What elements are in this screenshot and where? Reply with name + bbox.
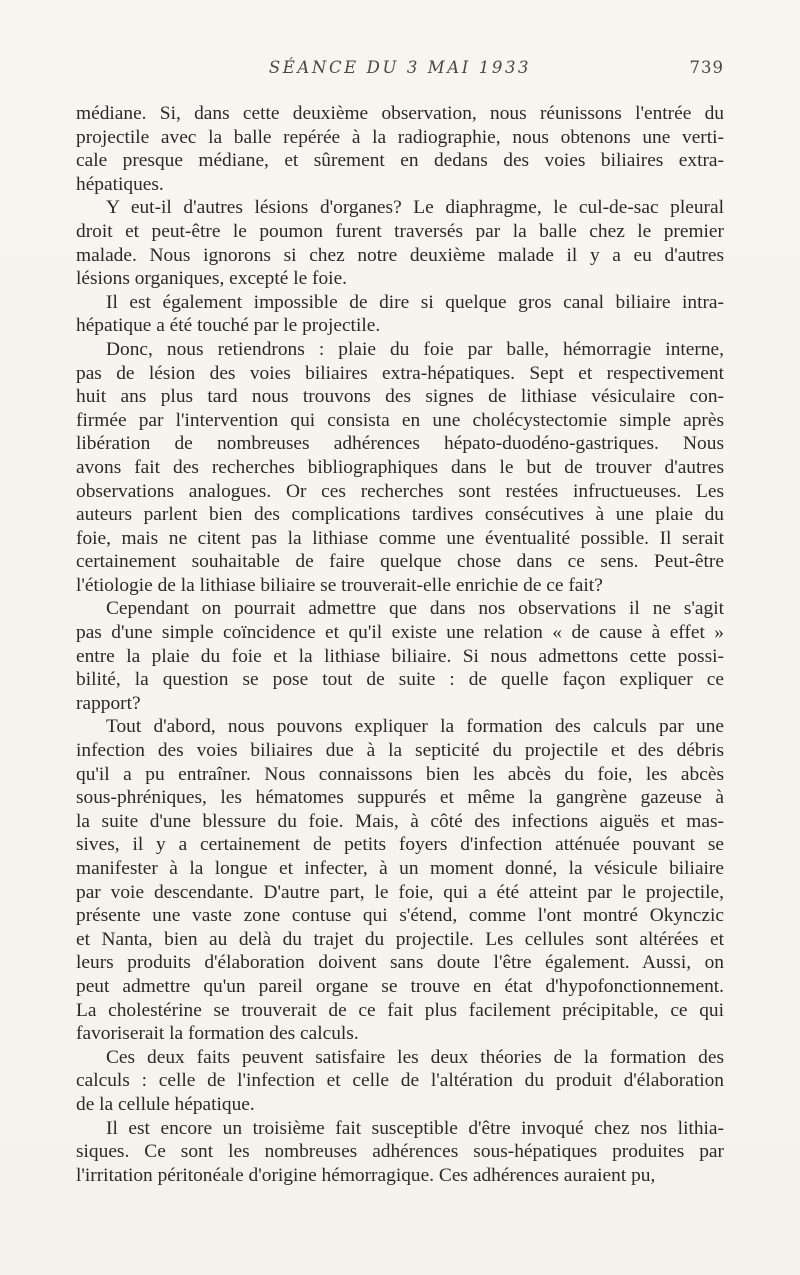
running-header xyxy=(76,58,724,88)
text-line: Cependant on pourrait admettre que dans nos observations il ne s'agit xyxy=(106,598,724,620)
text-line: lésions organiques, excepté le foie. xyxy=(76,268,348,290)
text-line: Y eut-il d'autres lésions d'organes? Le diaphragme, le cul-de-sac pleural xyxy=(106,197,724,219)
text-line: l'irritation péritonéale d'origine hémorragique. Ces adhérences auraient pu, xyxy=(76,1164,656,1186)
text-line: favoriserait la formation des calculs. xyxy=(76,1023,359,1045)
text-line: observations analogues. Or ces recherches sont restées infructueuses. Les xyxy=(76,480,724,502)
text-line: pas d'une simple coïncidence et qu'il existe une relation « de cause à effet » xyxy=(76,622,724,644)
paragraph xyxy=(76,196,724,290)
text-line: médiane. Si, dans cette deuxième observation, nous réunissons l'entrée du xyxy=(76,103,724,124)
text-line: hépatique a été touché par le projectile. xyxy=(76,315,381,337)
text-line: Il est encore un troisième fait susceptible d'être invoqué chez nos lithia- xyxy=(106,1117,724,1139)
text-line: entre la plaie du foie et la lithiase biliaire. Si nous admettons cette possi- xyxy=(76,645,724,667)
text-line: projectile avec la balle repérée à la radiographie, nous obtenons une verti- xyxy=(76,126,724,148)
text-line: Donc, nous retiendrons : plaie du foie par balle, hémorragie interne, xyxy=(106,338,724,360)
text-line: foie, mais ne citent pas la lithiase comme une éventualité possible. Il serait xyxy=(76,527,724,549)
text-line: manifester à la longue et infecter, à un moment donné, la vésicule biliaire xyxy=(76,858,724,879)
text-line: calculs : celle de l'infection et celle de l'altération du produit d'élaboration xyxy=(76,1070,724,1092)
paragraph xyxy=(76,291,724,338)
text-line: certainement souhaitable de faire quelque chose dans ce sens. Peut-être xyxy=(76,551,724,573)
paragraph xyxy=(76,597,724,715)
text-line: cale presque médiane, et sûrement en dedans des voies biliaires extra- xyxy=(76,150,724,172)
paragraph xyxy=(76,1046,724,1117)
text-line: et Nanta, bien au delà du trajet du projectile. Les cellules sont altérées et xyxy=(76,928,724,950)
text-line: de la cellule hépatique. xyxy=(76,1093,255,1115)
text-line: par voie descendante. D'autre part, le foie, qui a été atteint par le projectile, xyxy=(76,881,724,903)
paragraph xyxy=(76,1117,724,1188)
text-line: sives, il y a certainement de petits foyers d'infection atténuée pouvant se xyxy=(76,834,724,856)
paragraph xyxy=(76,338,724,598)
text-line: libération de nombreuses adhérences hépato-duodéno-gastriques. Nous xyxy=(76,433,724,455)
text-line: la suite d'une blessure du foie. Mais, à côté des infections aiguës et mas- xyxy=(76,810,724,832)
text-line: présente une vaste zone contuse qui s'étend, comme l'ont montré Okynczic xyxy=(76,905,724,927)
text-line: leurs produits d'élaboration doivent sans doute l'être également. Aussi, on xyxy=(76,952,724,974)
body-text xyxy=(76,102,724,1187)
text-line: La cholestérine se trouverait de ce fait plus facilement précipitable, ce qui xyxy=(76,999,724,1021)
text-line: infection des voies biliaires due à la septicité du projectile et des débris xyxy=(76,740,724,762)
text-line: rapport? xyxy=(76,692,141,714)
text-line: sous-phréniques, les hématomes suppurés et même la gangrène gazeuse à xyxy=(76,787,724,809)
text-line: huit ans plus tard nous trouvons des signes de lithiase vésiculaire con- xyxy=(76,386,724,408)
text-line: Il est également impossible de dire si quelque gros canal biliaire intra- xyxy=(106,291,724,313)
text-line: Ces deux faits peuvent satisfaire les deux théories de la formation des xyxy=(106,1046,724,1068)
text-line: hépatiques. xyxy=(76,173,164,195)
header-title: SÉANCE DU 3 MAI 1933 xyxy=(268,58,532,77)
text-line: droit et peut-être le poumon furent traversés par la balle chez le premier xyxy=(76,220,724,242)
text-line: avons fait des recherches bibliographiques dans le but de trouver d'autres xyxy=(76,456,724,478)
page-number: 739 xyxy=(689,58,724,77)
text-line: firmée par l'intervention qui consista en une cholécystectomie simple après xyxy=(76,409,724,431)
text-line: pas de lésion des voies biliaires extra-hépatiques. Sept et respectivement xyxy=(76,362,724,384)
text-line: Tout d'abord, nous pouvons expliquer la formation des calculs par une xyxy=(106,716,724,738)
text-line: malade. Nous ignorons si chez notre deuxième malade il y a eu d'autres xyxy=(76,244,724,266)
text-line: auteurs parlent bien des complications tardives consécutives à une plaie du xyxy=(76,504,724,526)
paragraph xyxy=(76,102,724,196)
text-line: qu'il a pu entraîner. Nous connaissons bien les abcès du foie, les abcès xyxy=(76,763,724,785)
text-line: siques. Ce sont les nombreuses adhérences sous-hépatiques produites par xyxy=(76,1141,724,1163)
text-line: peut admettre qu'un pareil organe se trouve en état d'hypofonctionnement. xyxy=(76,975,724,997)
paragraph xyxy=(76,715,724,1045)
text-line: l'étiologie de la lithiase biliaire se trouverait-elle enrichie de ce fait? xyxy=(76,574,603,596)
text-line: bilité, la question se pose tout de suite : de quelle façon expliquer ce xyxy=(76,669,724,691)
